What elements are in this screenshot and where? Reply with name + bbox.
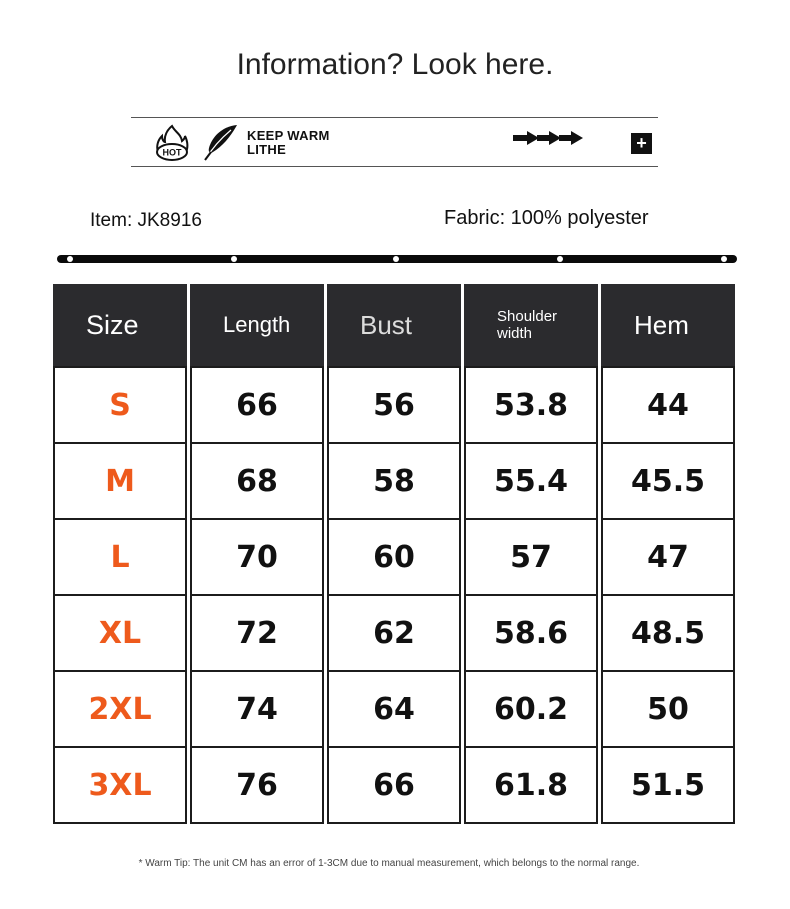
size-cell: L xyxy=(53,520,187,596)
length-cell: 68 xyxy=(190,444,324,520)
rule-dot xyxy=(393,256,399,262)
bust-cell: 62 xyxy=(327,596,461,672)
size-cell: 2XL xyxy=(53,672,187,748)
hem-cell: 45.5 xyxy=(601,444,735,520)
hem-cell: 51.5 xyxy=(601,748,735,824)
size-cell: M xyxy=(53,444,187,520)
size-cell: 3XL xyxy=(53,748,187,824)
shoulder-cell: 61.8 xyxy=(464,748,598,824)
hot-flame-icon xyxy=(155,124,189,162)
header-length-label: Length xyxy=(223,312,291,337)
header-shoulder-label: Shoulder width xyxy=(497,308,558,342)
table-row xyxy=(53,672,735,748)
shoulder-cell: 57 xyxy=(464,520,598,596)
shoulder-cell: 55.4 xyxy=(464,444,598,520)
rule-dot xyxy=(721,256,727,262)
header-size xyxy=(53,284,187,366)
size-table xyxy=(50,284,738,824)
bust-cell: 66 xyxy=(327,748,461,824)
shoulder-cell: 60.2 xyxy=(464,672,598,748)
arrows-icon xyxy=(513,131,585,145)
size-cell: S xyxy=(53,366,187,444)
length-cell: 70 xyxy=(190,520,324,596)
rule-dot xyxy=(231,256,237,262)
table-row xyxy=(53,366,735,444)
hem-cell: 47 xyxy=(601,520,735,596)
rule-dot xyxy=(67,256,73,262)
hem-cell: 48.5 xyxy=(601,596,735,672)
table-row xyxy=(53,748,735,824)
header-length xyxy=(190,284,324,366)
hem-cell: 44 xyxy=(601,366,735,444)
plus-icon: + xyxy=(631,133,652,154)
header-hem-label: Hem xyxy=(634,309,689,340)
fabric-info: Fabric: 100% polyester xyxy=(444,207,649,229)
length-cell: 72 xyxy=(190,596,324,672)
hot-badge-text: HOT xyxy=(162,147,182,158)
hem-cell: 50 xyxy=(601,672,735,748)
item-number: Item: JK8916 xyxy=(90,210,202,231)
shoulder-cell: 58.6 xyxy=(464,596,598,672)
feature-line-2: LITHE xyxy=(247,142,287,157)
feather-icon xyxy=(201,122,241,162)
bust-cell: 58 xyxy=(327,444,461,520)
size-cell: XL xyxy=(53,596,187,672)
warm-tip-note: * Warm Tip: The unit CM has an error of 1-3CM due to manual measurement, which belongs to the normal range. xyxy=(138,858,640,869)
rule-dot xyxy=(557,256,563,262)
feature-band xyxy=(131,117,658,167)
length-cell: 74 xyxy=(190,672,324,748)
header-bust xyxy=(327,284,461,366)
bust-cell: 60 xyxy=(327,520,461,596)
shoulder-cell: 53.8 xyxy=(464,366,598,444)
length-cell: 76 xyxy=(190,748,324,824)
feature-text xyxy=(247,129,330,157)
table-row xyxy=(53,444,735,520)
table-header-row xyxy=(53,284,735,366)
table-row xyxy=(53,596,735,672)
bust-cell: 56 xyxy=(327,366,461,444)
header-bust-label: Bust xyxy=(360,309,413,340)
page-title: Information? Look here. xyxy=(236,48,554,81)
length-cell: 66 xyxy=(190,366,324,444)
table-row xyxy=(53,520,735,596)
header-size-label: Size xyxy=(86,309,139,340)
divider-rule xyxy=(57,255,737,263)
header-shoulder xyxy=(464,284,598,366)
bust-cell: 64 xyxy=(327,672,461,748)
feature-line-1: KEEP WARM xyxy=(247,128,330,143)
header-hem xyxy=(601,284,735,366)
